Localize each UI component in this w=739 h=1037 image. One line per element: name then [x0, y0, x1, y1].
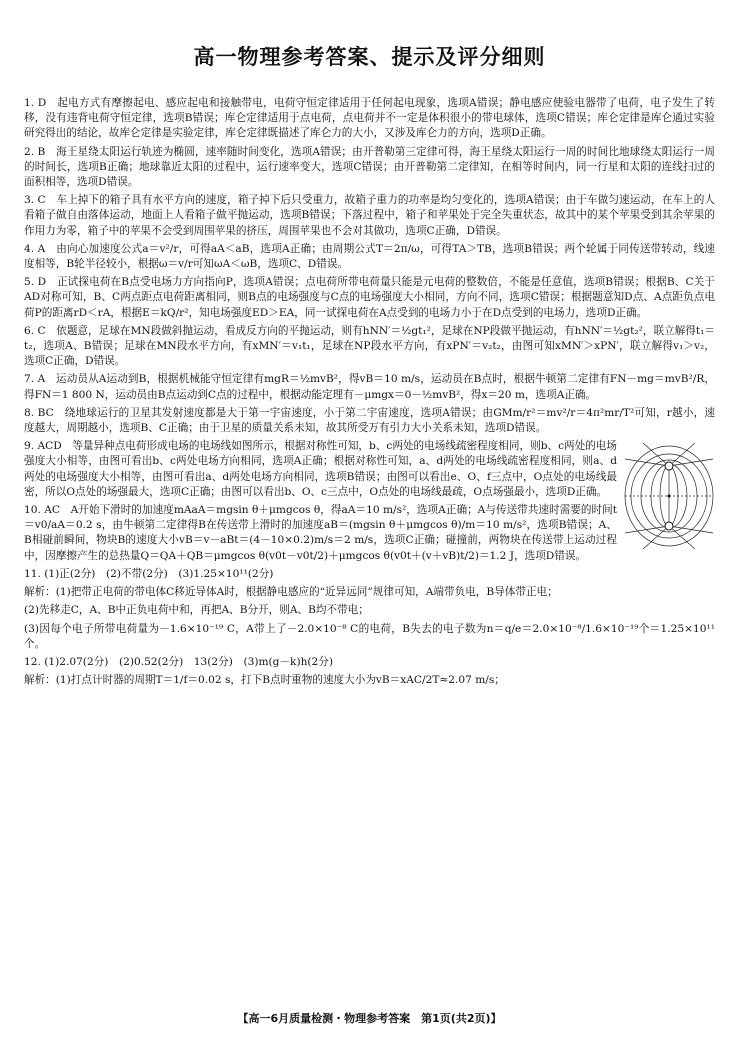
answer-item-5: 5. D 正试探电荷在B点受电场力方向指向P，选项A错误；点电荷所带电荷量只能是元电荷的整数倍，不能是任意值，选项B错误；根据B、C关于AD对称可知，B、C两点距点电荷距离相同，则B点的电场强度与C点的电场强度大小相同，方向不同，选项C错误；根据题意知D点、A点距负点电荷P的距离rD＜rA，根据E＝kQ/r²，知电场强度ED＞EA，同一试探电荷在A点受到的电场力小于在D点受到的电场力，选项D正确。 — [24, 276, 715, 319]
answer-body — [24, 96, 715, 691]
page-footer: 【高一6月质量检测・物理参考答案 第1页(共2页)】 — [237, 1012, 502, 1025]
answer-item-11-explain-1: 解析：(1)把带正电荷的带电体C移近导体A时，根据静电感应的“近异远同”规律可知，A端带负电，B导体带正电； — [24, 586, 558, 599]
answer-item-12-explain-1: 解析：(1)打点计时器的周期T＝1/f＝0.02 s，打下B点时重物的速度大小为vB＝xAC/2T≈2.07 m/s； — [24, 674, 505, 687]
answer-item-2: 2. B 海王星绕太阳运行轨迹为椭圆，速率随时间变化，选项A错误；由开普勒第三定律可得，海王星绕太阳运行一周的时间比地球绕太阳运行一周的时间长，选项B正确；地球靠近太阳的过程中，运行速率变大，选项C错误；由开普勒第二定律知，在相等时间内，同一行星和太阳的连线扫过的面积相等，选项D错误。 — [24, 145, 715, 189]
answer-item-11: 11. (1)正(2分) (2)不带(2分) (3)1.25×10¹¹(2分) — [24, 567, 274, 580]
answer-item-9: 9. ACD 等量异种点电荷形成电场的电场线如图所示，根据对称性可知，b、c两处的电场线疏密程度相同，则b、c两处的电场强度大小相等，由图可看出b、c两处电场方向相同，选项A正确；根据对称性可知，a、d两处的电场线疏密程度相同，则a、d两处的电场强度大小相等，由图可看出a、d两处电场方向相同，选项B错误；由图可以看出e、O、f三点中，O点处的电场线最密，所以O点处的场强最大，选项C正确；由图可以看出b、O、c三点中，O点处的电场线最疏，O点场强最小，选项D正确。 — [24, 440, 617, 498]
answer-item-12: 12. (1)2.07(2分) (2)0.52(2分) 13(2分) (3)m(g－k)h(2分) — [24, 655, 333, 668]
answer-item-1: 1. D 起电方式有摩擦起电、感应起电和接触带电，电荷守恒定律适用于任何起电现象，选项A错误；静电感应使验电器带了电荷，电子发生了转移，没有违背电荷守恒定律，选项B错误；库仑定律适用于点电荷，点电荷并不一定是体积很小的带电球体，选项C错误；库仑定律是库仑通过实验研究得出的结论，故库仑定律是实验定律，库仑定律既描述了库仑力的大小，又涉及库仑力的方向，选项D正确。 — [24, 97, 715, 140]
answer-item-10: 10. AC A开始下滑时的加速度mAaA＝mgsin θ＋μmgcos θ，得aA＝10 m/s²，选项A正确；A与传送带共速时需要的时间t＝v0/aA＝0.2 s，由牛顿第二定律得B在传送带上滑时的加速度aB＝(mgsin θ＋μmgcos θ)/m＝10 m/s²，选项B错误；A、B相碰前瞬间，物块B的速度大小vB＝v－aBt＝(4－10×0.2)m/s＝2 m/s，选项C正确；碰撞前，两物块在传送带上运动过程中，因摩擦产生的总热量Q＝QA＋QB＝μmgcos θ(v0t－v0t/2)＋μmgcos θ(v0t＋(v＋vB)t/2)＝1.2 J，选项D错误。 — [24, 504, 617, 562]
answer-item-6: 6. C 依题意，足球在MN段做斜抛运动，看成反方向的平抛运动，则有hNN′＝½gt₁²，足球在NP段做平抛运动，有hNN′＝½gt₂²，联立解得t₁＝t₂，选项A、B错误；足球在MN段水平方向，有xMN′＝v₁t₁，足球在NP段水平方向，有xPN′＝v₂t₂，由图可知xMN′＞xPN′，联立解得v₁＞v₂，选项C正确，D错误。 — [24, 324, 715, 368]
answer-item-8: 8. BC 绕地球运行的卫星其发射速度都是大于第一宇宙速度，小于第二宇宙速度，选项A错误；由GMm/r²＝mv²/r＝4π²mr/T²可知，r越小，速度越大，周期越小，选项B、C正确；由于卫星的质量关系未知，故其所受万有引力大小关系未知，选项D错误。 — [24, 406, 715, 435]
page-title: 高一物理参考答案、提示及评分细则 — [193, 45, 546, 69]
answer-item-11-explain-3: (3)因每个电子所带电荷量为－1.6×10⁻¹⁹ C，A带上了－2.0×10⁻⁸ C的电荷，B失去的电子数为n＝q/e＝2.0×10⁻⁸/1.6×10⁻¹⁹个＝1.25×10¹¹个。 — [24, 622, 715, 650]
answer-item-4: 4. A 由向心加速度公式a＝v²/r，可得aA＜aB，选项A正确；由周期公式T＝2π/ω，可得TA＞TB，选项B错误；两个轮属于同传送带转动，线速度相等，B轮半径较小，根据ω＝v/r可知ωA＜ωB，选项C、D错误。 — [24, 242, 715, 271]
answer-item-11-explain-2: (2)先移走C，A、B中正负电荷中和，再把A、B分开，则A、B均不带电； — [24, 604, 369, 617]
electric-field-lines-figure — [623, 439, 715, 553]
answer-item-7: 7. A 运动员从A运动到B，根据机械能守恒定律有mgR＝½mvB²，得vB＝10 m/s，运动员在B点时，根据牛顿第二定律有FN－mg＝mvB²/R，得FN＝1 800 N，运动员由B点运动到C点的过程中，根据动能定理有－μmgx＝0－½mvB²，得x＝20 m，选项A正确。 — [24, 373, 715, 401]
answer-item-3: 3. C 车上掉下的箱子具有水平方向的速度，箱子掉下后只受重力，故箱子重力的功率是均匀变化的，选项A错误；由于车做匀速运动，在车上的人看箱子做自由落体运动，地面上人看箱子做平抛运动，选项B错误；下落过程中，箱子和苹果处于完全失重状态，故其中的某个苹果受到其余苹果的作用力为零，箱子中的苹果不会受到周围苹果的挤压，周围苹果也不会对其做功，选项C正确，D错误。 — [24, 194, 715, 237]
